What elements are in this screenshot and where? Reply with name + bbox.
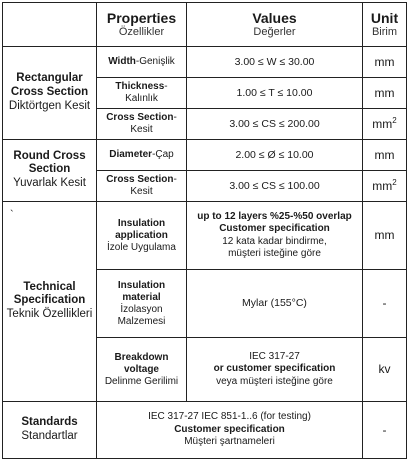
- header-corner-cell: [3, 3, 97, 47]
- group-technical-specification: Technical Specification Teknik Özellikleri: [3, 202, 97, 402]
- property-insulation-material: Insulation material İzolasyon Malzemesi: [97, 270, 187, 338]
- value-width: 3.00 ≤ W ≤ 30.00: [187, 47, 363, 78]
- stray-tick-mark: `: [10, 209, 14, 221]
- unit-cross-section-round: $mm^2$: [363, 171, 407, 202]
- table-row: [3, 140, 407, 171]
- group-round-cross-section: Round Cross Section Yuvarlak Kesit: [3, 140, 97, 202]
- header-properties: Properties Özellikler: [97, 3, 187, 47]
- property-thickness: Thickness-Kalınlık: [97, 78, 187, 109]
- table-row: [3, 202, 407, 270]
- property-breakdown-voltage: Breakdown voltage Delinme Gerilimi: [97, 338, 187, 402]
- property-width: Width-Genişlik: [97, 47, 187, 78]
- value-diameter: 2.00 ≤ Ø ≤ 10.00: [187, 140, 363, 171]
- value-standards: IEC 317-27 IEC 851-1..6 (for testing) Customer specification Müşteri şartnameleri: [97, 402, 363, 459]
- specification-sheet: [2, 2, 406, 458]
- unit-cross-section-rect: $mm^2$: [363, 109, 407, 140]
- property-cross-section-rect: Cross Section-Kesit: [97, 109, 187, 140]
- unit-breakdown-voltage: kv: [363, 338, 407, 402]
- header-values: Values Değerler: [187, 3, 363, 47]
- table-row: [3, 47, 407, 78]
- unit-thickness: mm: [363, 78, 407, 109]
- group-rectangular-cross-section: Rectangular Cross Section Diktörtgen Kesit: [3, 47, 97, 140]
- unit-insulation-material: -: [363, 270, 407, 338]
- value-insulation-material: Mylar (155°C): [187, 270, 363, 338]
- header-row: [3, 3, 407, 47]
- value-thickness: 1.00 ≤ T ≤ 10.00: [187, 78, 363, 109]
- table-row: [3, 402, 407, 459]
- property-insulation-application: Insulation application İzole Uygulama: [97, 202, 187, 270]
- group-standards: Standards Standartlar: [3, 402, 97, 459]
- property-diameter: Diameter-Çap: [97, 140, 187, 171]
- value-breakdown-voltage: IEC 317-27 or customer specification veya müşteri isteğine göre: [187, 338, 363, 402]
- unit-insulation-application: mm: [363, 202, 407, 270]
- specification-table: [2, 2, 407, 459]
- property-cross-section-round: Cross Section-Kesit: [97, 171, 187, 202]
- value-cross-section-rect: 3.00 ≤ CS ≤ 200.00: [187, 109, 363, 140]
- value-cross-section-round: 3.00 ≤ CS ≤ 100.00: [187, 171, 363, 202]
- unit-width: mm: [363, 47, 407, 78]
- unit-standards: -: [363, 402, 407, 459]
- unit-diameter: mm: [363, 140, 407, 171]
- value-insulation-application: up to 12 layers %25-%50 overlap Customer specification 12 kata kadar bindirme, müşteri isteğine göre: [187, 202, 363, 270]
- header-unit: Unit Birim: [363, 3, 407, 47]
